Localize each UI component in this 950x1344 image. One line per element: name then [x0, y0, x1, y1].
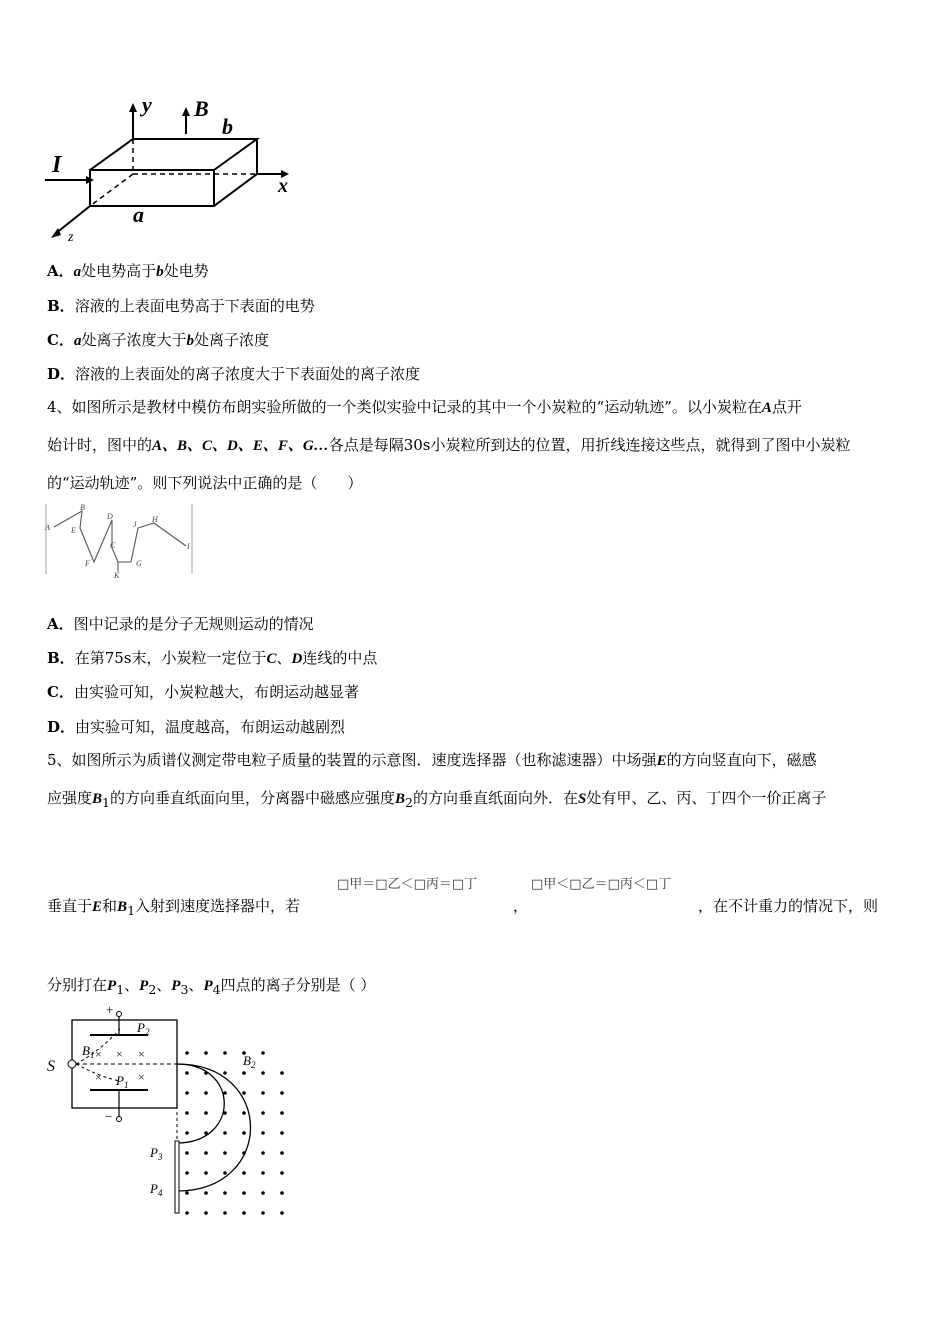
cross-mark: × — [95, 1047, 102, 1061]
field-dot — [261, 1171, 265, 1175]
label-x: x — [278, 175, 288, 197]
point-label-J: J — [133, 520, 137, 529]
field-dot — [280, 1111, 284, 1115]
field-dot — [185, 1091, 189, 1095]
cross-mark: × — [95, 1070, 102, 1084]
detector-plate — [175, 1141, 179, 1213]
field-dot — [280, 1191, 284, 1195]
field-dot — [223, 1191, 227, 1195]
field-dot — [204, 1111, 208, 1115]
q5-stem — [47, 742, 905, 821]
box-top-face — [90, 139, 257, 170]
cross-mark: × — [138, 1047, 145, 1061]
label-a: a — [133, 202, 144, 227]
field-dot — [185, 1111, 189, 1115]
label-P4: $P_4$ — [150, 1181, 163, 1198]
label-P3: $P_3$ — [150, 1145, 163, 1162]
field-dot — [261, 1071, 265, 1075]
point-label-F: F — [85, 559, 90, 568]
field-dot — [280, 1151, 284, 1155]
source-label-S: S — [47, 1058, 55, 1075]
point-label-A: A — [45, 523, 50, 532]
field-dot — [204, 1151, 208, 1155]
q4-option-b: B．在第75s末，小炭粒一定位于C、D连线的中点 — [47, 649, 378, 667]
point-label-D: D — [107, 512, 113, 521]
label-b: b — [222, 114, 233, 139]
hall-effect-figure — [40, 92, 310, 252]
inequality-1: □甲＝□乙＜□丙＝□丁 — [337, 877, 478, 892]
field-dot — [223, 1171, 227, 1175]
q4-option-a: A．图中记录的是分子无规则运动的情况 — [47, 615, 314, 633]
point-label-G: G — [136, 559, 142, 568]
point-label-I: I — [187, 542, 190, 551]
q5-comma: ， — [513, 897, 529, 915]
field-dot — [204, 1051, 208, 1055]
field-dot — [204, 1211, 208, 1215]
label-P2: $P_2$ — [137, 1020, 150, 1037]
q4-stem-line1: 4、如图所示是教材中模仿布朗实验所做的一个类似实验中记录的其中一个小炭粒的“运动轨迹”。以小炭粒在A点开 — [47, 398, 802, 416]
q3-option-c: C．a处离子浓度大于b处离子浓度 — [47, 331, 269, 349]
q5-stem-line1: 5、如图所示为质谱仪测定带电粒子质量的装置的示意图．速度选择器（也称滤速器）中场强E的方向竖直向下，磁感 — [47, 751, 817, 769]
label-z: z — [68, 230, 74, 245]
field-dot — [261, 1151, 265, 1155]
field-dot — [185, 1051, 189, 1055]
q5-stem-line2: 应强度$B_1$的方向垂直纸面向里，分离器中磁感应强度$B_2$的方向垂直纸面向外．在S处有甲、乙、丙、丁四个一价正离子 — [47, 789, 827, 810]
label-y: y — [142, 92, 152, 117]
brownian-path-figure — [44, 502, 194, 582]
field-dot — [223, 1211, 227, 1215]
field-dot — [261, 1051, 265, 1055]
field-dot — [280, 1211, 284, 1215]
cross-mark: × — [138, 1070, 145, 1084]
field-dot — [280, 1091, 284, 1095]
field-dot — [280, 1131, 284, 1135]
field-dot — [261, 1091, 265, 1095]
field-dot — [185, 1191, 189, 1195]
field-dot — [242, 1211, 246, 1215]
point-label-K: K — [114, 571, 120, 580]
field-dot — [223, 1151, 227, 1155]
b2-dot-field — [185, 1051, 284, 1215]
field-dot — [242, 1091, 246, 1095]
field-dot — [261, 1211, 265, 1215]
mass-spectrometer-figure — [40, 1003, 290, 1228]
y-axis-arrow-head — [129, 103, 137, 112]
field-dot — [223, 1051, 227, 1055]
field-dot — [223, 1131, 227, 1135]
field-dot — [242, 1071, 246, 1075]
field-dot — [223, 1071, 227, 1075]
field-dot — [204, 1171, 208, 1175]
label-B: B — [194, 96, 209, 121]
field-dot — [185, 1071, 189, 1075]
box-front-face — [90, 170, 214, 206]
q4-stem-line2: 始计时，图中的A、B、C、D、E、F、G…各点是每隔30s小炭粒所到达的位置，用折线连接这些点，就得到了图中小炭粒 — [47, 436, 851, 454]
inequality-2: □甲＜□乙＝□丙＜□丁 — [531, 877, 672, 892]
box-right-face — [214, 139, 257, 206]
point-label-E: E — [71, 526, 76, 535]
q4-stem — [47, 389, 905, 502]
q3-option-a: A．a处电势高于b处电势 — [47, 262, 209, 280]
q4-stem-line3: 的“运动轨迹”。则下列说法中正确的是（ ） — [47, 474, 363, 492]
field-dot — [185, 1131, 189, 1135]
q5-stem-line3a: 垂直于E和$B_1$入射到速度选择器中，若 — [47, 897, 301, 918]
q5-stem-line3c: ，在不计重力的情况下，则 — [698, 897, 879, 915]
brownian-path-line — [54, 511, 186, 562]
field-dot — [280, 1171, 284, 1175]
field-dot — [185, 1151, 189, 1155]
minus-terminal-label: − — [105, 1109, 113, 1124]
label-P1: $P_1$ — [116, 1073, 129, 1090]
label-I: I — [52, 152, 62, 178]
label-B2: $B_2$ — [243, 1053, 256, 1070]
field-dot — [261, 1111, 265, 1115]
b-field-arrow-head — [182, 107, 190, 116]
field-dot — [261, 1191, 265, 1195]
arc-small — [177, 1064, 224, 1143]
field-dot — [242, 1191, 246, 1195]
q5-stem-line4: 分别打在$P_1$、$P_2$、$P_3$、$P_4$四点的离子分别是（ ） — [47, 976, 376, 997]
point-label-C: C — [110, 541, 116, 550]
field-dot — [242, 1171, 246, 1175]
field-dot — [185, 1211, 189, 1215]
point-label-B: B — [80, 503, 85, 512]
q3-option-d: D．溶液的上表面处的离子浓度大于下表面处的离子浓度 — [47, 365, 421, 383]
field-dot — [242, 1111, 246, 1115]
point-label-H: H — [152, 515, 158, 524]
field-dot — [204, 1091, 208, 1095]
plus-terminal-label: + — [106, 1003, 114, 1017]
field-dot — [280, 1071, 284, 1075]
field-dot — [204, 1191, 208, 1195]
field-dot — [261, 1131, 265, 1135]
label-B1: $B_1$ — [82, 1043, 95, 1060]
q4-option-d: D．由实验可知，温度越高，布朗运动越剧烈 — [47, 718, 346, 736]
q3-option-b: B．溶液的上表面电势高于下表面的电势 — [47, 297, 315, 315]
field-dot — [242, 1131, 246, 1135]
q4-option-c: C．由实验可知，小炭粒越大，布朗运动越显著 — [47, 683, 359, 701]
field-dot — [185, 1171, 189, 1175]
cross-mark: × — [116, 1047, 123, 1061]
